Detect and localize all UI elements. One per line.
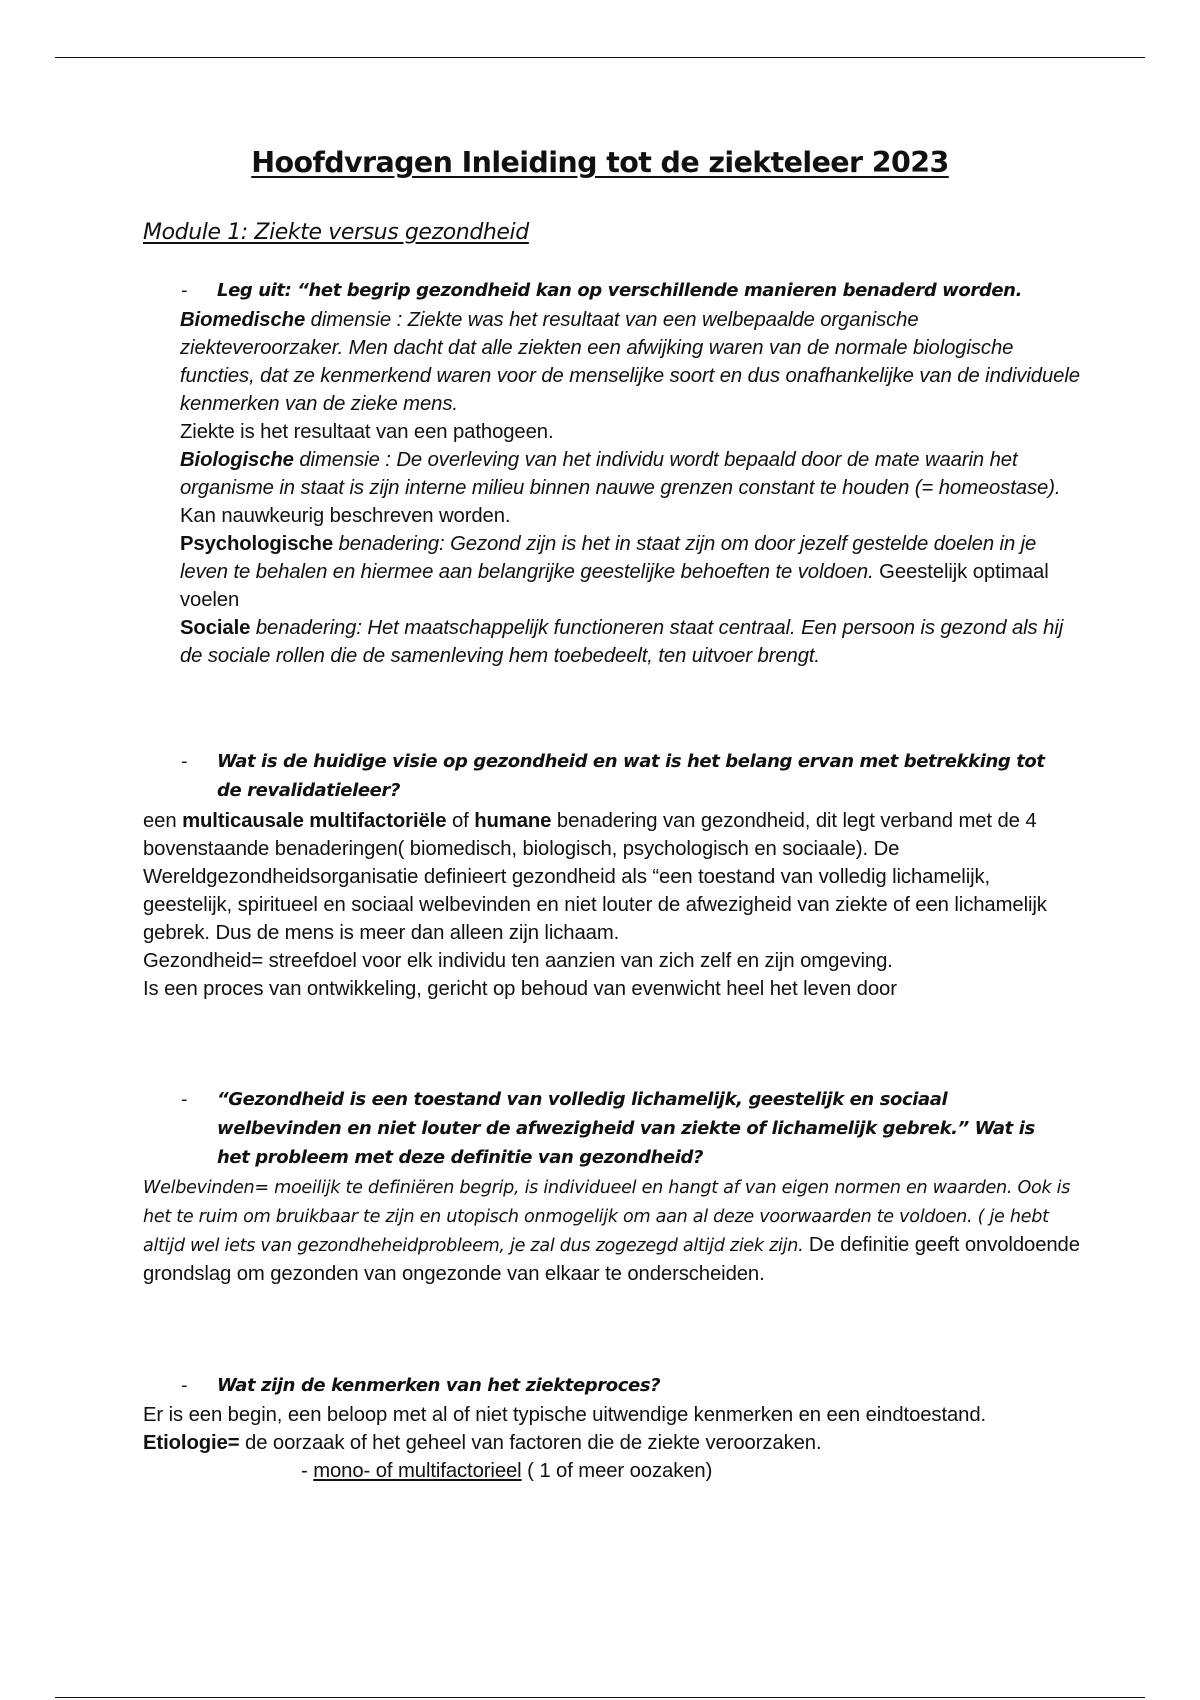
bullet-dash: - (181, 1089, 188, 1110)
biomedical-term: Biomedische (180, 309, 306, 331)
health-goal-line: Gezondheid= streefdoel voor elk individu ten aanzien van zich zelf en zijn omgeving. (143, 950, 893, 972)
question-4-text: Wat zijn de kenmerken van het ziekteproces? (217, 1375, 661, 1396)
biomedical-paragraph (180, 306, 1080, 418)
psychological-paragraph (180, 530, 1080, 614)
bullet-dash: - (181, 751, 188, 772)
biological-text: dimensie : De overleving van het individu wordt bepaald door de mate waarin het organisme in staat is zijn interne milieu binnen nauwe grenzen constant te houden (= homeostase). (180, 449, 1061, 499)
psychological-term: Psychologische (180, 533, 334, 555)
biological-summary: Kan nauwkeurig beschreven worden. (180, 505, 511, 527)
answer-2-text-a: een (143, 810, 183, 832)
definition-conclusion: De definitie geeft onvoldoende grondslag om gezonden van ongezonde van elkaar te onderscheiden. (143, 1234, 1080, 1285)
social-text: benadering: Het maatschappelijk functioneren staat centraal. Een persoon is gezond als hij de sociale rollen die de samenleving hem toebedeelt, ten uitvoer brengt. (180, 617, 1064, 667)
top-rule (55, 57, 1145, 58)
social-paragraph (180, 614, 1080, 670)
social-term: Sociale (180, 617, 251, 639)
factor-note: ( 1 of meer oozaken) (521, 1460, 713, 1482)
biological-term: Biologische (180, 449, 294, 471)
answer-2 (143, 807, 1083, 1003)
biological-paragraph (180, 446, 1080, 530)
answer-3-paragraph (143, 1173, 1083, 1288)
health-process-line: Is een proces van ontwikkeling, gericht op behoud van evenwicht heel het leven door (143, 978, 897, 1000)
question-1-text: Leg uit: “het begrip gezondheid kan op verschillende manieren benaderd worden. (217, 280, 1023, 301)
answer-2-text-b: of (446, 810, 475, 832)
etiology-text: de oorzaak of het geheel van factoren die de ziekte veroorzaken. (239, 1432, 822, 1454)
bullet-dash: - (181, 280, 188, 301)
bottom-rule (55, 1697, 1145, 1698)
answer-4 (143, 1401, 1083, 1485)
question-2-text: Wat is de huidige visie op gezondheid en wat is het belang ervan met betrekking tot de revalidatieleer? (217, 751, 1045, 801)
psychological-text: benadering: Gezond zijn is het in staat zijn om door jezelf gestelde doelen in je leven te behalen en hiermee aan belangrijke geestelijke behoeften te voldoen. (180, 533, 1037, 583)
factor-term: mono- of multifactorieel (313, 1460, 522, 1482)
question-3 (143, 1085, 1073, 1172)
question-1 (143, 276, 1073, 305)
disease-process-line: Er is een begin, een beloop met al of niet typische uitwendige kenmerken en een eindtoestand. (143, 1404, 987, 1426)
psychological-summary: Geestelijk optimaal voelen (180, 561, 1049, 611)
factor-dash: - (301, 1460, 314, 1482)
answer-3 (143, 1173, 1083, 1288)
question-2 (143, 747, 1073, 805)
etiology-term: Etiologie= (143, 1432, 240, 1454)
bullet-dash: - (181, 1375, 188, 1396)
question-4 (143, 1371, 1073, 1400)
wellbeing-text: Welbevinden= moeilijk te definiëren begrip, is individueel en hangt af van eigen normen en waarden. Ook is het te ruim om bruikbaar te zijn en utopisch onmogelijk om aan al deze voorwaarden te voldoen. ( je hebt altijd wel iets van gezondheheidprobleem, je zal dus zogezegd altijd ziek zijn. (143, 1178, 1071, 1256)
module-heading: Module 1: Ziekte versus gezondheid (143, 220, 529, 245)
multicausal-term: multicausale multifactoriële (182, 810, 447, 832)
biomedical-summary: Ziekte is het resultaat van een pathogeen. (180, 421, 554, 443)
page-title: Hoofdvragen Inleiding tot de ziekteleer 2023 (251, 146, 949, 179)
humane-term: humane (474, 810, 552, 832)
answer-2-paragraph (143, 807, 1083, 947)
etiology-line (143, 1429, 1083, 1457)
answer-2-text-c: benadering van gezondheid, dit legt verband met de 4 bovenstaande benaderingen( biomedisch, biologisch, psychologisch en sociaale). De Wereldgezondheidsorganisatie definieert gezondheid als “een toestand van volledig lichamelijk, geestelijk, spiritueel en sociaal welbevinden en niet louter de afwezigheid van ziekte of een lichamelijk gebrek. Dus de mens is meer dan alleen zijn lichaam. (143, 810, 1047, 944)
factor-line (143, 1457, 1083, 1485)
question-3-text: “Gezondheid is een toestand van volledig lichamelijk, geestelijk en sociaal welbevinden en niet louter de afwezigheid van ziekte of lichamelijk gebrek.” Wat is het probleem met deze definitie van gezondheid? (217, 1089, 1035, 1168)
biomedical-text: dimensie : Ziekte was het resultaat van een welbepaalde organische ziekteveroorzaker. Men dacht dat alle ziekten een afwijking waren van de normale biologische functies, dat ze kenmerkend waren voor de menselijke soort en dus onafhankelijke van de individuele kenmerken van de zieke mens. (180, 309, 1080, 415)
answer-1 (180, 306, 1080, 670)
